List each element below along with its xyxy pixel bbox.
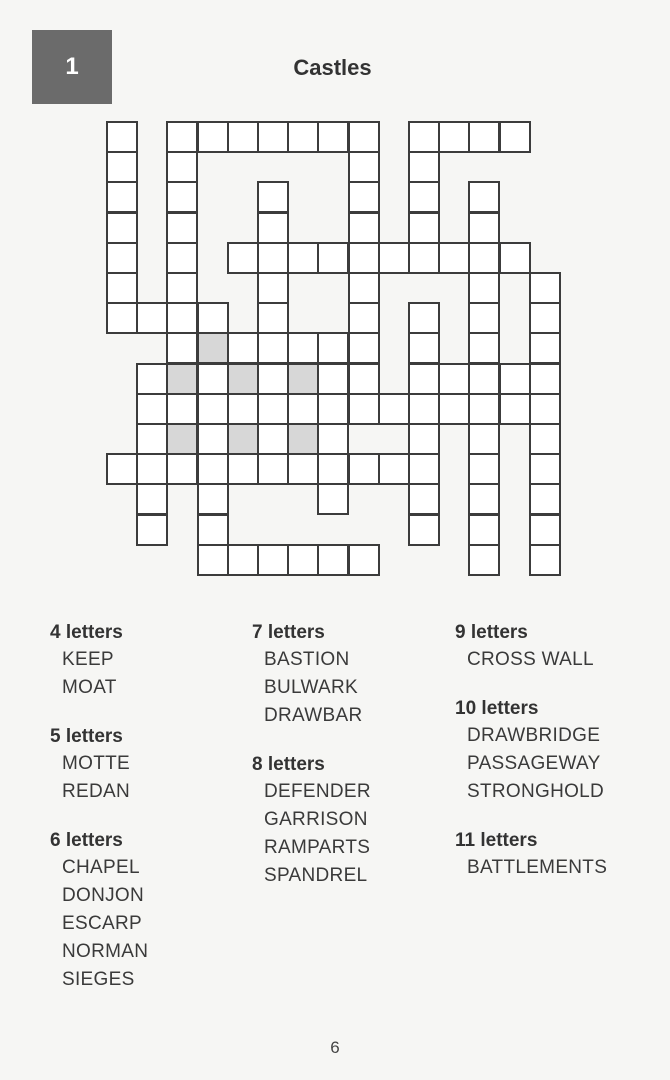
grid-cell[interactable] <box>468 544 500 576</box>
word-group <box>455 696 607 806</box>
grid-cell[interactable] <box>257 544 289 576</box>
grid-cell[interactable] <box>408 151 440 183</box>
grid-cell[interactable] <box>197 483 229 515</box>
puzzle-title: Castles <box>293 55 372 80</box>
grid-cell[interactable] <box>197 544 229 576</box>
grid-cell[interactable] <box>408 332 440 364</box>
grid-cell[interactable] <box>197 121 229 153</box>
grid-cell[interactable] <box>468 242 500 274</box>
word-group-heading: 4 letters <box>50 622 123 643</box>
grid-cell[interactable] <box>227 242 259 274</box>
grid-cell[interactable] <box>468 514 500 546</box>
word-item: NORMAN <box>62 941 149 962</box>
word-list <box>455 854 607 882</box>
grid-cell[interactable] <box>317 121 349 153</box>
grid-cell[interactable] <box>287 363 319 395</box>
grid-cell[interactable] <box>529 272 561 304</box>
word-column <box>50 620 148 1016</box>
grid-cell[interactable] <box>438 363 470 395</box>
grid-cell[interactable] <box>348 302 380 334</box>
grid-cell[interactable] <box>529 393 561 425</box>
grid-cell[interactable] <box>529 363 561 395</box>
word-list <box>50 854 148 994</box>
grid-cell[interactable] <box>106 302 138 334</box>
grid-cell[interactable] <box>408 483 440 515</box>
grid-cell[interactable] <box>317 544 349 576</box>
grid-cell[interactable] <box>136 302 168 334</box>
grid-cell[interactable] <box>468 453 500 485</box>
word-item: KEEP <box>62 649 114 670</box>
grid-cell[interactable] <box>166 393 198 425</box>
grid-cell[interactable] <box>287 544 319 576</box>
grid-cell[interactable] <box>227 121 259 153</box>
puzzle-number: 1 <box>65 53 79 80</box>
grid-cell[interactable] <box>378 453 410 485</box>
grid-cell[interactable] <box>227 363 259 395</box>
grid-cell[interactable] <box>136 453 168 485</box>
grid-cell[interactable] <box>499 121 531 153</box>
grid-cell[interactable] <box>287 121 319 153</box>
grid-cell[interactable] <box>317 453 349 485</box>
word-item: DEFENDER <box>264 781 371 802</box>
grid-cell[interactable] <box>136 393 168 425</box>
grid-cell[interactable] <box>197 514 229 546</box>
grid-cell[interactable] <box>106 242 138 274</box>
grid-cell[interactable] <box>166 242 198 274</box>
grid-cell[interactable] <box>106 212 138 244</box>
grid-cell[interactable] <box>317 332 349 364</box>
grid-cell[interactable] <box>438 121 470 153</box>
grid-cell[interactable] <box>408 453 440 485</box>
grid-cell[interactable] <box>348 121 380 153</box>
grid-cell[interactable] <box>257 242 289 274</box>
grid-cell[interactable] <box>257 363 289 395</box>
grid-cell[interactable] <box>317 423 349 455</box>
grid-cell[interactable] <box>438 393 470 425</box>
grid-cell[interactable] <box>317 363 349 395</box>
grid-cell[interactable] <box>197 363 229 395</box>
grid-cell[interactable] <box>257 393 289 425</box>
grid-cell[interactable] <box>257 332 289 364</box>
grid-cell[interactable] <box>468 363 500 395</box>
grid-cell[interactable] <box>468 121 500 153</box>
grid-cell[interactable] <box>106 121 138 153</box>
word-list <box>50 750 148 806</box>
word-item: MOTTE <box>62 753 130 774</box>
grid-cell[interactable] <box>468 212 500 244</box>
grid-cell[interactable] <box>348 242 380 274</box>
word-list <box>455 646 607 674</box>
grid-cell[interactable] <box>227 453 259 485</box>
grid-cell[interactable] <box>197 332 229 364</box>
grid-cell[interactable] <box>317 393 349 425</box>
grid-cell[interactable] <box>106 181 138 213</box>
grid-cell[interactable] <box>166 121 198 153</box>
word-item: PASSAGEWAY <box>467 753 601 774</box>
grid-cell[interactable] <box>227 423 259 455</box>
grid-cell[interactable] <box>257 423 289 455</box>
grid-cell[interactable] <box>408 302 440 334</box>
grid-cell[interactable] <box>287 332 319 364</box>
grid-cell[interactable] <box>468 393 500 425</box>
grid-cell[interactable] <box>408 242 440 274</box>
grid-cell[interactable] <box>287 423 319 455</box>
grid-cell[interactable] <box>287 242 319 274</box>
word-group <box>50 724 148 806</box>
grid-cell[interactable] <box>348 453 380 485</box>
grid-cell[interactable] <box>529 453 561 485</box>
grid-cell[interactable] <box>348 272 380 304</box>
word-group <box>50 620 148 702</box>
word-item: STRONGHOLD <box>467 781 605 802</box>
word-item: BASTION <box>264 649 350 670</box>
grid-cell[interactable] <box>227 393 259 425</box>
word-group-heading: 5 letters <box>50 726 123 747</box>
grid-cell[interactable] <box>166 272 198 304</box>
word-list <box>455 722 607 806</box>
grid-cell[interactable] <box>529 514 561 546</box>
grid-cell[interactable] <box>468 423 500 455</box>
word-list <box>252 778 371 890</box>
grid-cell[interactable] <box>408 423 440 455</box>
word-group <box>455 828 607 882</box>
grid-cell[interactable] <box>348 212 380 244</box>
grid-cell[interactable] <box>166 212 198 244</box>
grid-cell[interactable] <box>468 181 500 213</box>
grid-cell[interactable] <box>257 212 289 244</box>
word-group-heading: 8 letters <box>252 754 325 775</box>
word-group-heading: 7 letters <box>252 622 325 643</box>
grid-cell[interactable] <box>257 181 289 213</box>
word-item: BATTLEMENTS <box>467 857 608 878</box>
grid-cell[interactable] <box>468 483 500 515</box>
grid-cell[interactable] <box>166 181 198 213</box>
grid-cell[interactable] <box>408 212 440 244</box>
word-group-heading: 9 letters <box>455 622 528 643</box>
grid-cell[interactable] <box>166 453 198 485</box>
grid-cell[interactable] <box>408 363 440 395</box>
grid-cell[interactable] <box>287 453 319 485</box>
word-item: CROSS WALL <box>467 649 594 670</box>
word-group <box>252 620 371 730</box>
grid-cell[interactable] <box>529 332 561 364</box>
word-item: MOAT <box>62 677 117 698</box>
grid-cell[interactable] <box>166 363 198 395</box>
grid-cell[interactable] <box>408 393 440 425</box>
grid-cell[interactable] <box>468 332 500 364</box>
word-group-heading: 10 letters <box>455 698 539 719</box>
word-item: CHAPEL <box>62 857 140 878</box>
grid-cell[interactable] <box>529 302 561 334</box>
grid-cell[interactable] <box>499 242 531 274</box>
grid-cell[interactable] <box>166 302 198 334</box>
grid-cell[interactable] <box>166 332 198 364</box>
grid-cell[interactable] <box>257 121 289 153</box>
grid-cell[interactable] <box>378 393 410 425</box>
grid-cell[interactable] <box>257 272 289 304</box>
grid-cell[interactable] <box>227 332 259 364</box>
grid-cell[interactable] <box>529 544 561 576</box>
word-group <box>455 620 607 674</box>
grid-cell[interactable] <box>166 151 198 183</box>
grid-cell[interactable] <box>106 453 138 485</box>
grid-cell[interactable] <box>348 151 380 183</box>
word-item: SIEGES <box>62 969 135 990</box>
word-list <box>252 646 371 730</box>
grid-cell[interactable] <box>468 302 500 334</box>
grid-cell[interactable] <box>378 242 410 274</box>
grid-cell[interactable] <box>287 393 319 425</box>
grid-cell[interactable] <box>529 423 561 455</box>
grid-cell[interactable] <box>136 514 168 546</box>
grid-cell[interactable] <box>106 151 138 183</box>
grid-cell[interactable] <box>408 181 440 213</box>
grid-cell[interactable] <box>348 181 380 213</box>
word-item: DONJON <box>62 885 145 906</box>
grid-cell[interactable] <box>227 544 259 576</box>
grid-cell[interactable] <box>197 423 229 455</box>
grid-cell[interactable] <box>468 272 500 304</box>
word-item: GARRISON <box>264 809 368 830</box>
grid-cell[interactable] <box>438 242 470 274</box>
grid-cell[interactable] <box>166 423 198 455</box>
grid-cell[interactable] <box>106 272 138 304</box>
word-group-heading: 6 letters <box>50 830 123 851</box>
page-number: 6 <box>330 1038 340 1057</box>
grid-cell[interactable] <box>257 453 289 485</box>
grid-cell[interactable] <box>408 121 440 153</box>
word-group <box>252 752 371 890</box>
word-item: ESCARP <box>62 913 142 934</box>
word-item: REDAN <box>62 781 131 802</box>
word-group <box>50 828 148 994</box>
grid-cell[interactable] <box>136 363 168 395</box>
grid-cell[interactable] <box>499 393 531 425</box>
word-list <box>50 646 148 702</box>
word-item: DRAWBRIDGE <box>467 725 601 746</box>
grid-cell[interactable] <box>348 332 380 364</box>
grid-cell[interactable] <box>408 514 440 546</box>
grid-cell[interactable] <box>197 393 229 425</box>
grid-cell[interactable] <box>317 483 349 515</box>
grid-cell[interactable] <box>499 363 531 395</box>
grid-cell[interactable] <box>257 302 289 334</box>
word-item: DRAWBAR <box>264 705 363 726</box>
word-item: BULWARK <box>264 677 358 698</box>
word-column <box>252 620 371 912</box>
grid-cell[interactable] <box>348 544 380 576</box>
word-item: SPANDREL <box>264 865 368 886</box>
word-item: RAMPARTS <box>264 837 371 858</box>
grid-cell[interactable] <box>197 302 229 334</box>
grid-cell[interactable] <box>348 393 380 425</box>
grid-cell[interactable] <box>136 423 168 455</box>
grid-cell[interactable] <box>529 483 561 515</box>
grid-cell[interactable] <box>197 453 229 485</box>
grid-cell[interactable] <box>317 242 349 274</box>
grid-cell[interactable] <box>136 483 168 515</box>
word-group-heading: 11 letters <box>455 830 538 851</box>
word-column <box>455 620 607 904</box>
grid-cell[interactable] <box>348 363 380 395</box>
